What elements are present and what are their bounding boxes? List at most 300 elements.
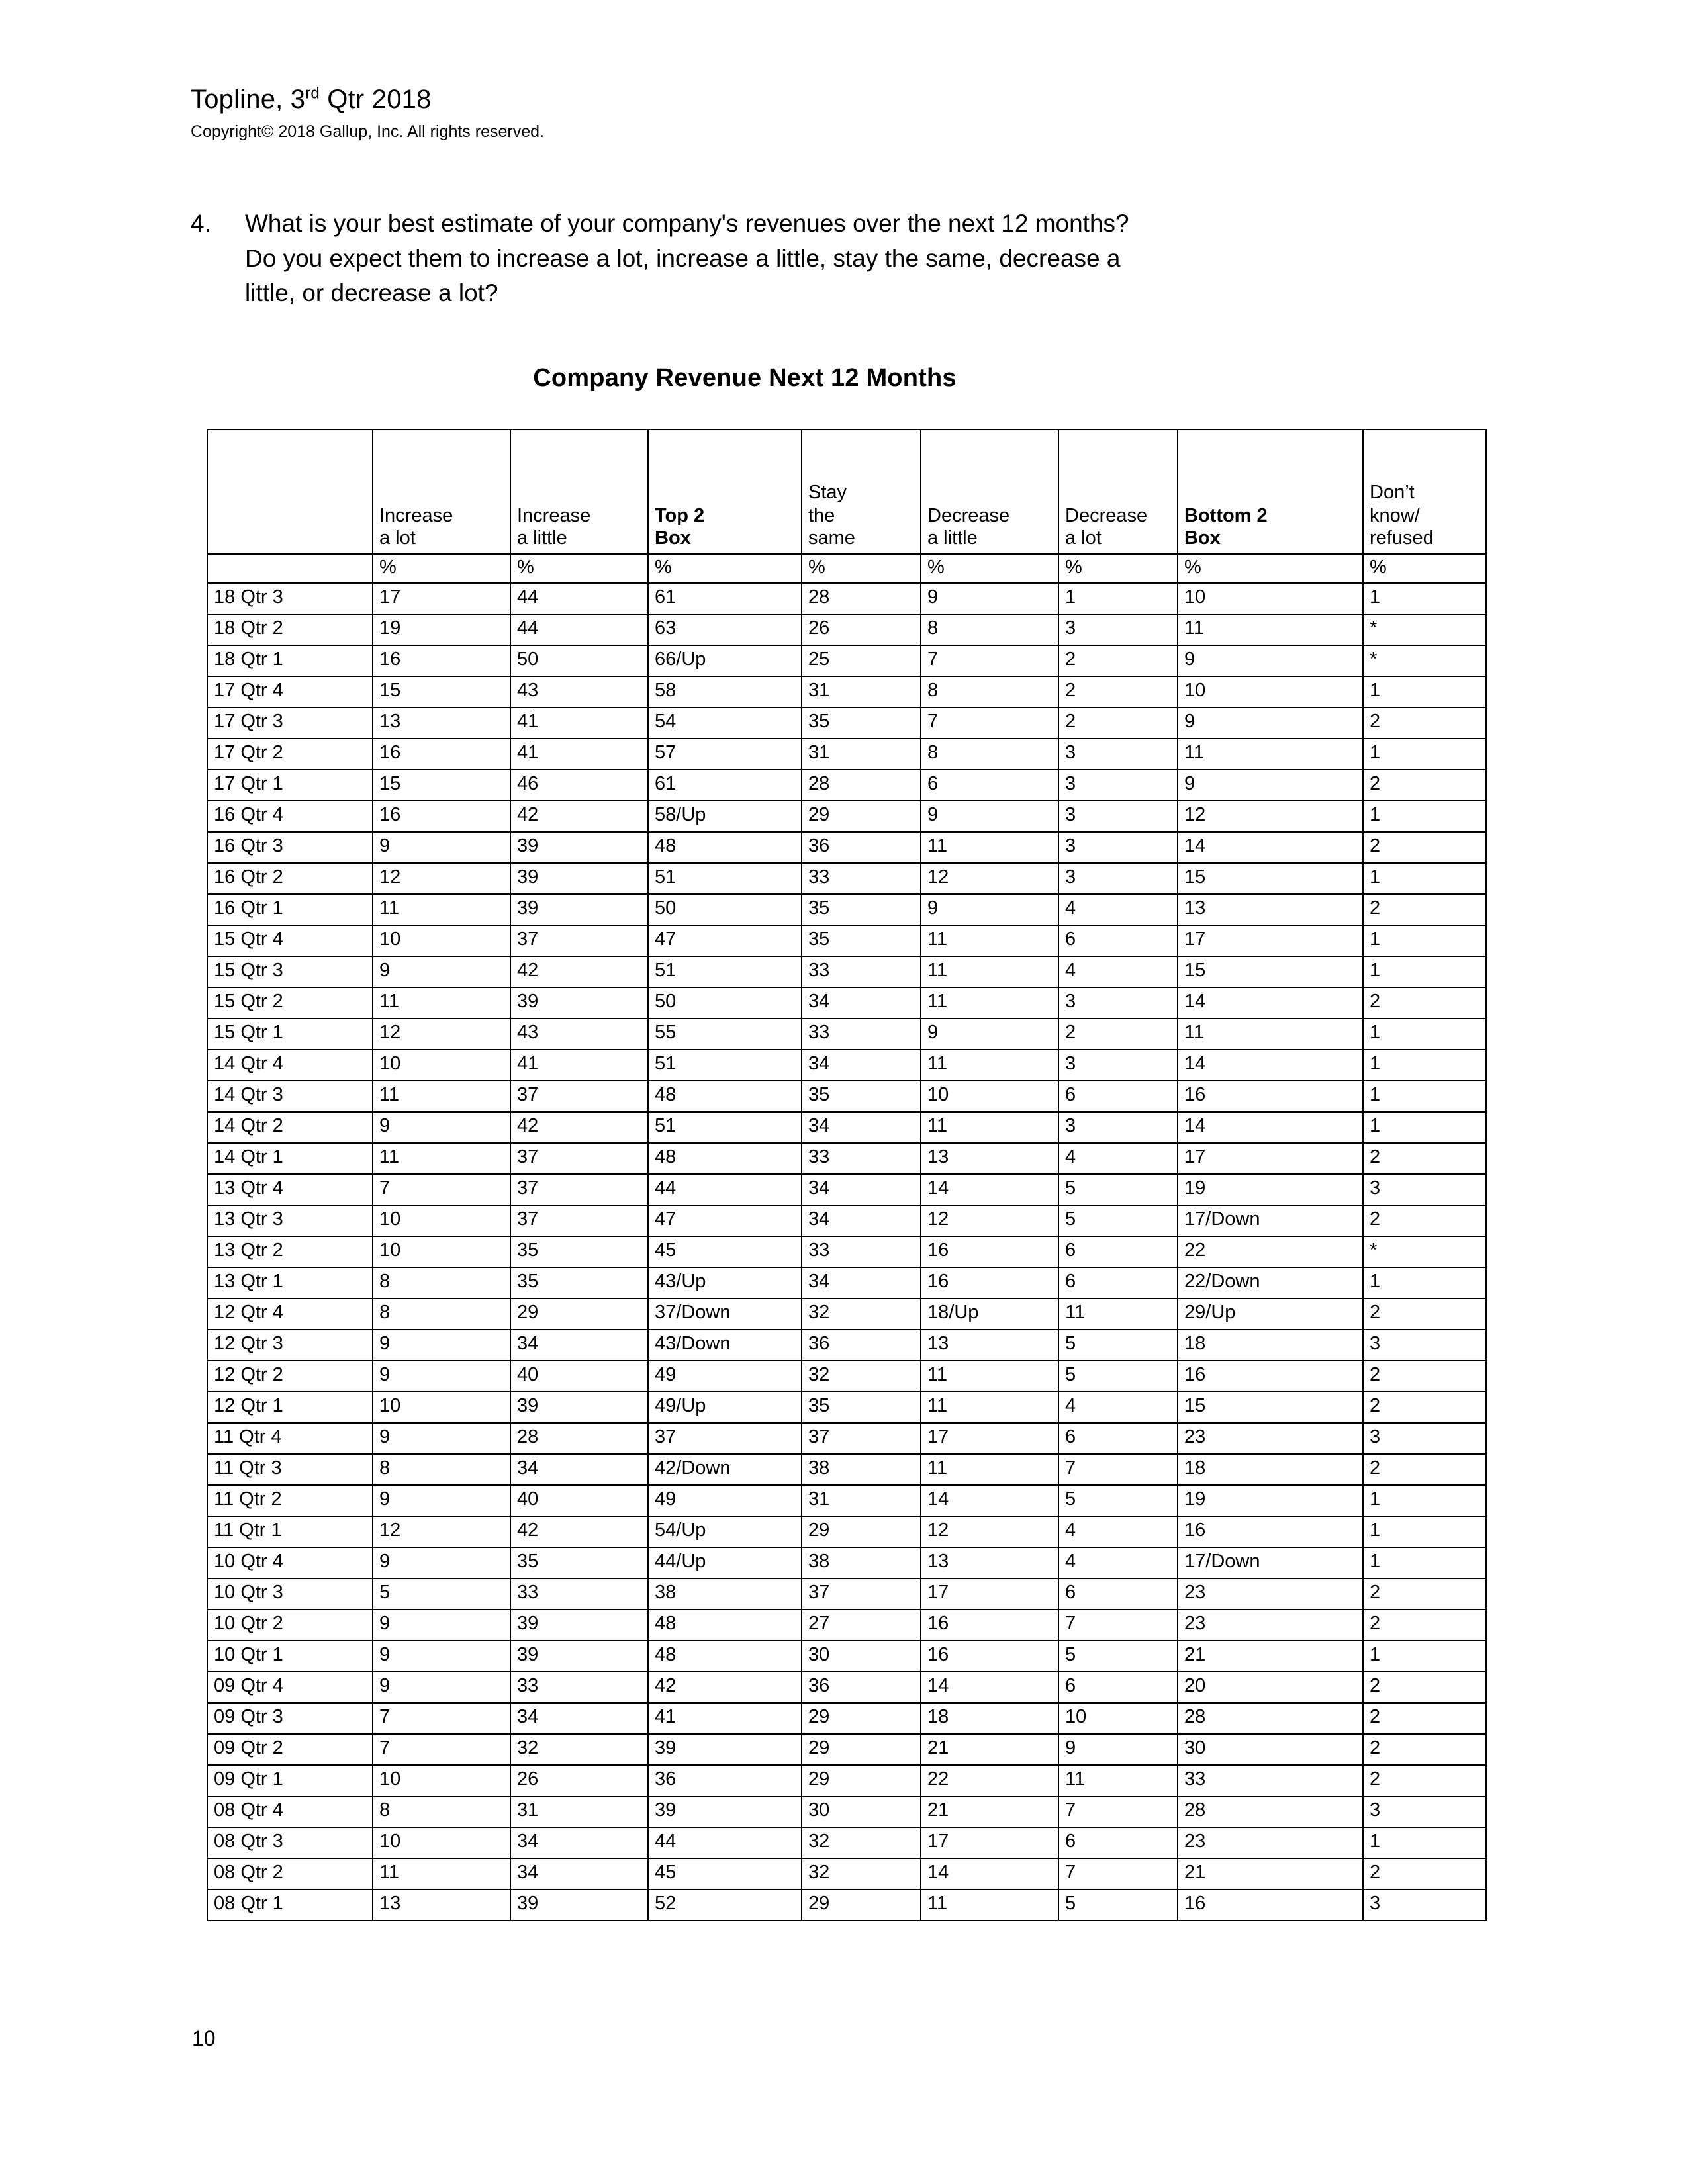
data-cell: 16 [1178,1081,1363,1112]
data-cell: 48 [648,832,802,863]
row-label: 17 Qtr 3 [207,707,373,739]
data-cell: 2 [1363,1392,1486,1423]
data-cell: 21 [1178,1641,1363,1672]
data-cell: 2 [1363,987,1486,1019]
unit-cell-5: % [921,554,1058,583]
data-cell: 14 [921,1174,1058,1205]
data-cell: 14 [921,1485,1058,1516]
data-cell: 35 [802,707,921,739]
data-cell: 1 [1363,1547,1486,1578]
table-row [207,832,1486,863]
data-cell: 2 [1363,707,1486,739]
data-cell: 10 [1178,583,1363,614]
data-cell: 39 [648,1734,802,1765]
data-cell: 49 [648,1361,802,1392]
data-cell: 36 [648,1765,802,1796]
data-cell: 2 [1363,1454,1486,1485]
data-cell: 9 [373,1361,510,1392]
data-cell: 14 [1178,1112,1363,1143]
row-label: 18 Qtr 2 [207,614,373,645]
data-cell: 5 [1058,1889,1178,1921]
data-cell: 41 [510,1050,648,1081]
data-cell: 43/Down [648,1330,802,1361]
question-line-2: Do you expect them to increase a lot, increase a little, stay the same, decrease a [245,244,1121,272]
data-cell: 3 [1058,1050,1178,1081]
data-cell: 37 [510,925,648,956]
data-cell: 34 [510,1330,648,1361]
company-revenue-table [207,429,1487,1921]
data-cell: 1 [1363,863,1486,894]
data-cell: 6 [1058,1578,1178,1610]
data-cell: 5 [373,1578,510,1610]
data-cell: 31 [802,739,921,770]
data-cell: 42/Down [648,1454,802,1485]
data-cell: 11 [921,956,1058,987]
data-cell: * [1363,645,1486,676]
data-cell: 47 [648,925,802,956]
data-cell: 6 [1058,1827,1178,1858]
data-cell: 11 [373,1081,510,1112]
data-cell: 3 [1363,1796,1486,1827]
data-cell: 30 [802,1641,921,1672]
data-cell: 49/Up [648,1392,802,1423]
data-cell: 12 [921,1205,1058,1236]
data-cell: 28 [802,583,921,614]
data-cell: 13 [1178,894,1363,925]
data-cell: 1 [1363,1267,1486,1298]
data-cell: 43 [510,676,648,707]
data-cell: 32 [802,1858,921,1889]
data-cell: 22/Down [1178,1267,1363,1298]
data-cell: 37 [510,1143,648,1174]
row-label: 18 Qtr 1 [207,645,373,676]
data-cell: 36 [802,1330,921,1361]
data-cell: 34 [802,987,921,1019]
data-cell: 33 [802,1019,921,1050]
data-cell: 1 [1363,1485,1486,1516]
column-header-0 [207,430,373,554]
table-unit-row [207,554,1486,583]
document-title [191,85,1448,114]
unit-cell-3: % [648,554,802,583]
data-cell: 37 [510,1174,648,1205]
data-cell: 23 [1178,1610,1363,1641]
row-label: 16 Qtr 4 [207,801,373,832]
data-cell: 9 [1058,1734,1178,1765]
data-cell: 8 [373,1796,510,1827]
data-cell: 45 [648,1236,802,1267]
row-label: 17 Qtr 2 [207,739,373,770]
data-cell: 12 [921,1516,1058,1547]
data-cell: 29 [802,801,921,832]
data-cell: 21 [921,1796,1058,1827]
unit-cell-2: % [510,554,648,583]
document-title-ordinal: rd [305,84,320,103]
data-cell: 5 [1058,1174,1178,1205]
data-cell: 9 [1178,707,1363,739]
data-cell: 10 [921,1081,1058,1112]
data-cell: 35 [802,925,921,956]
table-row [207,1081,1486,1112]
data-cell: 3 [1058,832,1178,863]
data-cell: 52 [648,1889,802,1921]
data-cell: 7 [373,1174,510,1205]
data-cell: 1 [1363,1827,1486,1858]
data-cell: 44/Up [648,1547,802,1578]
data-cell: 37 [510,1205,648,1236]
data-cell: 2 [1363,770,1486,801]
data-cell: 2 [1363,1672,1486,1703]
data-cell: 39 [510,832,648,863]
data-cell: 42 [510,1112,648,1143]
question-number: 4. [191,210,211,237]
data-cell: 32 [802,1361,921,1392]
data-cell: 7 [1058,1858,1178,1889]
row-label: 17 Qtr 1 [207,770,373,801]
data-cell: 18 [1178,1330,1363,1361]
data-cell: 36 [802,1672,921,1703]
row-label: 08 Qtr 2 [207,1858,373,1889]
data-cell: 47 [648,1205,802,1236]
data-cell: 12 [373,1516,510,1547]
row-label: 08 Qtr 3 [207,1827,373,1858]
data-cell: 26 [802,614,921,645]
data-cell: 28 [802,770,921,801]
data-cell: 21 [1178,1858,1363,1889]
data-cell: * [1363,1236,1486,1267]
data-cell: 11 [921,1361,1058,1392]
data-cell: 17/Down [1178,1205,1363,1236]
data-cell: 10 [373,1205,510,1236]
column-header-line: the [808,504,835,526]
data-cell: 10 [373,925,510,956]
data-cell: 7 [373,1703,510,1734]
data-cell: 16 [1178,1516,1363,1547]
results-table-container [207,429,1485,1921]
data-cell: 9 [1178,770,1363,801]
data-cell: 4 [1058,1143,1178,1174]
data-cell: 37/Down [648,1298,802,1330]
column-header-line: Increase [517,504,591,526]
data-cell: 1 [1363,1050,1486,1081]
data-cell: 25 [802,645,921,676]
data-cell: 39 [648,1796,802,1827]
table-row [207,1796,1486,1827]
data-cell: 11 [1178,739,1363,770]
data-cell: 10 [1178,676,1363,707]
data-cell: 43 [510,1019,648,1050]
question-line-1: What is your best estimate of your company's revenues over the next 12 months? [245,210,1129,237]
column-header-line: Bottom 2 [1184,504,1268,526]
data-cell: 48 [648,1143,802,1174]
data-cell: 37 [648,1423,802,1454]
data-cell: 3 [1058,801,1178,832]
data-cell: 38 [648,1578,802,1610]
data-cell: 5 [1058,1485,1178,1516]
row-label: 10 Qtr 1 [207,1641,373,1672]
data-cell: 13 [921,1330,1058,1361]
data-cell: 5 [1058,1330,1178,1361]
data-cell: 26 [510,1765,648,1796]
data-cell: 14 [921,1858,1058,1889]
copyright-notice: Copyright© 2018 Gallup, Inc. All rights reserved. [191,122,544,141]
data-cell: 9 [373,956,510,987]
column-header-line: a lot [379,527,416,549]
data-cell: 10 [1058,1703,1178,1734]
column-header-4 [802,430,921,554]
data-cell: 55 [648,1019,802,1050]
question-block [191,206,1462,311]
data-cell: 6 [1058,1267,1178,1298]
table-row [207,1143,1486,1174]
data-cell: 61 [648,770,802,801]
table-row [207,863,1486,894]
data-cell: 3 [1058,770,1178,801]
data-cell: 51 [648,863,802,894]
data-cell: 9 [921,1019,1058,1050]
column-header-line: Don’t [1370,482,1415,504]
data-cell: 34 [802,1112,921,1143]
row-label: 11 Qtr 3 [207,1454,373,1485]
data-cell: 1 [1363,1019,1486,1050]
data-cell: 13 [921,1143,1058,1174]
data-cell: 9 [921,583,1058,614]
data-cell: 22 [1178,1236,1363,1267]
data-cell: 13 [921,1547,1058,1578]
unit-cell-8: % [1363,554,1486,583]
data-cell: 3 [1058,987,1178,1019]
data-cell: 23 [1178,1827,1363,1858]
data-cell: 19 [1178,1174,1363,1205]
data-cell: 13 [373,707,510,739]
column-header-line: refused [1370,527,1434,549]
data-cell: 16 [373,801,510,832]
row-label: 12 Qtr 1 [207,1392,373,1423]
data-cell: 39 [510,1889,648,1921]
row-label: 11 Qtr 1 [207,1516,373,1547]
data-cell: 33 [510,1672,648,1703]
data-cell: 7 [921,645,1058,676]
data-cell: * [1363,614,1486,645]
table-row [207,1547,1486,1578]
data-cell: 33 [802,1143,921,1174]
row-label: 13 Qtr 4 [207,1174,373,1205]
row-label: 15 Qtr 4 [207,925,373,956]
data-cell: 16 [1178,1889,1363,1921]
data-cell: 11 [373,894,510,925]
data-cell: 11 [1058,1765,1178,1796]
row-label: 12 Qtr 2 [207,1361,373,1392]
data-cell: 6 [921,770,1058,801]
data-cell: 11 [921,1392,1058,1423]
data-cell: 15 [373,770,510,801]
data-cell: 1 [1363,801,1486,832]
data-cell: 9 [373,1423,510,1454]
data-cell: 34 [510,1703,648,1734]
data-cell: 1 [1363,739,1486,770]
data-cell: 7 [1058,1610,1178,1641]
unit-cell-6: % [1058,554,1178,583]
unit-cell-4: % [802,554,921,583]
data-cell: 17 [373,583,510,614]
data-cell: 11 [921,832,1058,863]
table-row [207,583,1486,614]
data-cell: 11 [921,987,1058,1019]
data-cell: 3 [1058,1112,1178,1143]
table-row [207,1889,1486,1921]
data-cell: 2 [1058,707,1178,739]
data-cell: 48 [648,1081,802,1112]
data-cell: 48 [648,1610,802,1641]
data-cell: 9 [373,1330,510,1361]
data-cell: 1 [1363,1081,1486,1112]
data-cell: 5 [1058,1641,1178,1672]
data-cell: 31 [510,1796,648,1827]
row-label: 14 Qtr 1 [207,1143,373,1174]
data-cell: 37 [802,1423,921,1454]
data-cell: 33 [510,1578,648,1610]
data-cell: 3 [1363,1423,1486,1454]
data-cell: 32 [510,1734,648,1765]
data-cell: 2 [1363,1610,1486,1641]
row-label: 15 Qtr 2 [207,987,373,1019]
data-cell: 8 [921,676,1058,707]
table-row [207,739,1486,770]
table-row [207,614,1486,645]
data-cell: 9 [373,1547,510,1578]
data-cell: 34 [510,1454,648,1485]
data-cell: 12 [921,863,1058,894]
data-cell: 33 [1178,1765,1363,1796]
data-cell: 10 [373,1827,510,1858]
data-cell: 6 [1058,1236,1178,1267]
data-cell: 51 [648,956,802,987]
data-cell: 27 [802,1610,921,1641]
data-cell: 9 [921,894,1058,925]
data-cell: 6 [1058,925,1178,956]
data-cell: 3 [1363,1174,1486,1205]
row-label: 08 Qtr 1 [207,1889,373,1921]
table-title: Company Revenue Next 12 Months [533,364,957,392]
data-cell: 2 [1363,1858,1486,1889]
data-cell: 4 [1058,1392,1178,1423]
table-row [207,1050,1486,1081]
data-cell: 11 [373,1143,510,1174]
data-cell: 16 [921,1641,1058,1672]
data-cell: 39 [510,863,648,894]
data-cell: 44 [510,614,648,645]
data-cell: 32 [802,1827,921,1858]
data-cell: 11 [373,987,510,1019]
data-cell: 35 [510,1547,648,1578]
table-body [207,583,1486,1921]
row-label: 09 Qtr 1 [207,1765,373,1796]
data-cell: 11 [1178,1019,1363,1050]
data-cell: 8 [373,1267,510,1298]
data-cell: 4 [1058,894,1178,925]
data-cell: 35 [802,1081,921,1112]
data-cell: 49 [648,1485,802,1516]
table-row [207,925,1486,956]
table-row [207,1019,1486,1050]
data-cell: 34 [802,1205,921,1236]
data-cell: 2 [1363,1143,1486,1174]
data-cell: 14 [1178,1050,1363,1081]
data-cell: 29 [802,1516,921,1547]
data-cell: 41 [648,1703,802,1734]
table-row [207,1298,1486,1330]
data-cell: 3 [1058,739,1178,770]
data-cell: 44 [510,583,648,614]
data-cell: 9 [921,801,1058,832]
data-cell: 3 [1058,863,1178,894]
data-cell: 9 [373,1112,510,1143]
data-cell: 41 [510,707,648,739]
row-label: 14 Qtr 4 [207,1050,373,1081]
data-cell: 11 [921,1112,1058,1143]
data-cell: 38 [802,1547,921,1578]
data-cell: 32 [802,1298,921,1330]
data-cell: 29 [802,1703,921,1734]
document-title-main: Topline, 3 [191,85,306,114]
data-cell: 33 [802,1236,921,1267]
data-cell: 14 [921,1672,1058,1703]
data-cell: 33 [802,956,921,987]
data-cell: 20 [1178,1672,1363,1703]
row-label: 16 Qtr 3 [207,832,373,863]
table-row [207,1236,1486,1267]
data-cell: 15 [1178,956,1363,987]
data-cell: 34 [802,1267,921,1298]
data-cell: 35 [802,1392,921,1423]
table-row [207,1392,1486,1423]
data-cell: 63 [648,614,802,645]
data-cell: 30 [802,1796,921,1827]
data-cell: 15 [373,676,510,707]
data-cell: 16 [373,739,510,770]
row-label: 13 Qtr 2 [207,1236,373,1267]
data-cell: 5 [1058,1205,1178,1236]
unit-cell-0 [207,554,373,583]
data-cell: 42 [510,1516,648,1547]
data-cell: 61 [648,583,802,614]
data-cell: 12 [1178,801,1363,832]
data-cell: 50 [648,894,802,925]
column-header-7 [1178,430,1363,554]
data-cell: 7 [373,1734,510,1765]
table-row [207,1516,1486,1547]
question-text [245,206,1462,311]
data-cell: 40 [510,1361,648,1392]
data-cell: 57 [648,739,802,770]
data-cell: 2 [1363,1734,1486,1765]
data-cell: 39 [510,1610,648,1641]
data-cell: 29/Up [1178,1298,1363,1330]
data-cell: 19 [373,614,510,645]
table-row [207,1672,1486,1703]
table-row [207,1174,1486,1205]
row-label: 08 Qtr 4 [207,1796,373,1827]
table-row [207,1361,1486,1392]
row-label: 12 Qtr 4 [207,1298,373,1330]
data-cell: 2 [1363,1578,1486,1610]
data-cell: 9 [373,832,510,863]
row-label: 13 Qtr 1 [207,1267,373,1298]
column-header-line: a lot [1065,527,1102,549]
data-cell: 2 [1363,1298,1486,1330]
table-row [207,1641,1486,1672]
column-header-2 [510,430,648,554]
